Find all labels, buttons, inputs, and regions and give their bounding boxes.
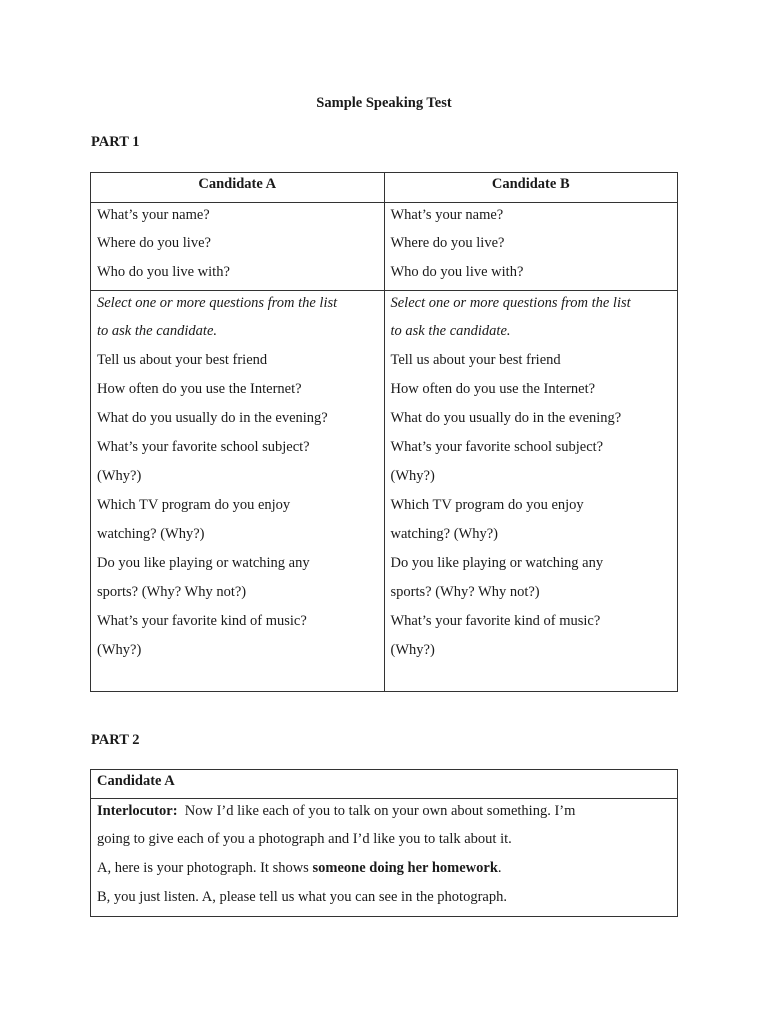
- question-line: Tell us about your best friend: [97, 352, 268, 368]
- question-line: Who do you live with?: [97, 264, 230, 280]
- question-line: watching? (Why?): [390, 526, 498, 542]
- script-line-4: B, you just listen. A, please tell us what you can see in the photograph.: [97, 889, 507, 905]
- script-line-2: going to give each of you a photograph and I’d like you to talk about it.: [97, 831, 512, 847]
- script-text: .: [497, 860, 502, 876]
- part-2-heading: PART 2: [91, 732, 140, 748]
- question-line: Tell us about your best friend: [390, 352, 561, 368]
- question-line: What do you usually do in the evening?: [97, 410, 328, 426]
- question-list-b: [384, 291, 678, 692]
- question-line: (Why?): [97, 642, 142, 658]
- instruction-line: Select one or more questions from the list: [97, 295, 338, 311]
- instruction-line: to ask the candidate.: [390, 323, 511, 339]
- question-line: Who do you live with?: [390, 264, 524, 280]
- question-line: Where do you live?: [97, 235, 211, 251]
- instruction-line: to ask the candidate.: [97, 323, 218, 339]
- basic-questions-b: [384, 203, 678, 291]
- question-line: (Why?): [97, 468, 142, 484]
- part-2-candidate-header: Candidate A: [91, 770, 678, 799]
- part-1-table: [90, 172, 678, 692]
- question-line: What’s your favorite kind of music?: [390, 613, 601, 629]
- photo-topic: someone doing her homework: [312, 860, 498, 876]
- document-title: Sample Speaking Test: [316, 95, 452, 111]
- question-line: watching? (Why?): [97, 526, 205, 542]
- question-line: Do you like playing or watching any: [390, 555, 604, 571]
- script-text: A, here is your photograph. It shows: [97, 860, 313, 876]
- question-line: What’s your favorite school subject?: [97, 439, 310, 455]
- column-header-candidate-b: Candidate B: [384, 173, 678, 203]
- part-1-heading: PART 1: [91, 134, 140, 150]
- question-line: Do you like playing or watching any: [97, 555, 310, 571]
- question-line: What do you usually do in the evening?: [390, 410, 622, 426]
- question-line: Where do you live?: [390, 235, 505, 251]
- question-line: (Why?): [390, 468, 435, 484]
- part-2-script: [91, 799, 678, 917]
- question-line: What’s your favorite kind of music?: [97, 613, 307, 629]
- basic-questions-a: [91, 203, 385, 291]
- question-line: Which TV program do you enjoy: [390, 497, 584, 513]
- question-line: sports? (Why? Why not?): [97, 584, 247, 600]
- script-line-3: [97, 857, 671, 886]
- part-2-table: [90, 769, 678, 917]
- column-header-candidate-a: Candidate A: [91, 173, 385, 203]
- question-line: What’s your name?: [390, 207, 504, 223]
- question-line: How often do you use the Internet?: [97, 381, 302, 397]
- interlocutor-label: Interlocutor:: [97, 803, 178, 819]
- question-line: What’s your favorite school subject?: [390, 439, 604, 455]
- question-line: sports? (Why? Why not?): [390, 584, 540, 600]
- script-text: Now I’d like each of you to talk on your own about something. I’m: [184, 803, 576, 819]
- script-line-1: [97, 799, 671, 828]
- question-line: Which TV program do you enjoy: [97, 497, 291, 513]
- question-line: How often do you use the Internet?: [390, 381, 596, 397]
- question-line: (Why?): [390, 642, 435, 658]
- question-line: What’s your name?: [97, 207, 210, 223]
- instruction-line: Select one or more questions from the list: [390, 295, 631, 311]
- question-list-a: [91, 291, 385, 692]
